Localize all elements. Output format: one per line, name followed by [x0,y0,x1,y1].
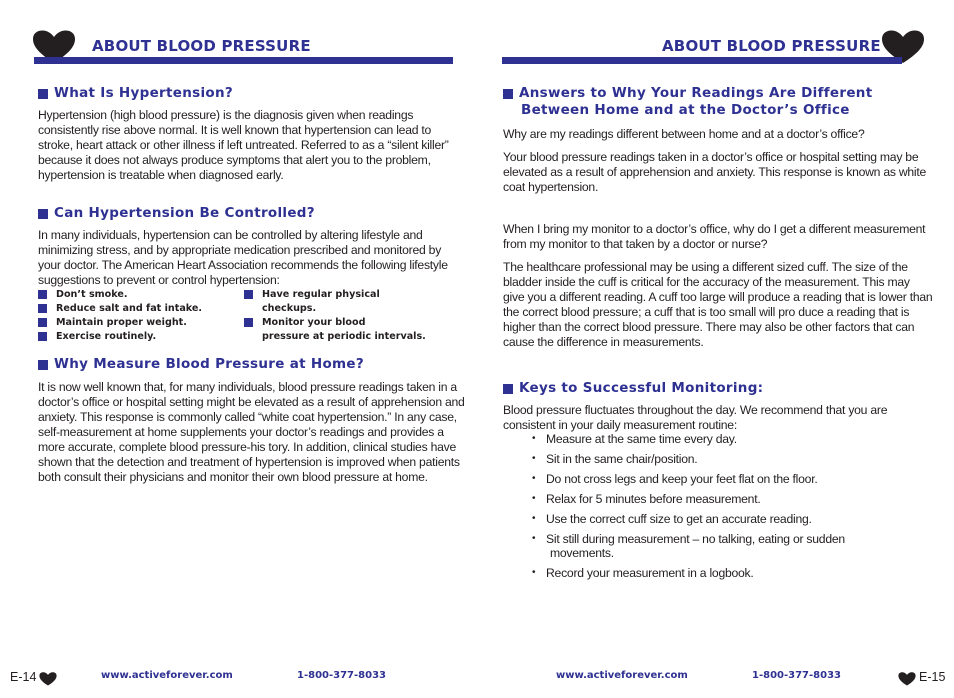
section-what-is-hypertension [38,85,466,183]
list-item: • Sit in the same chair/position. [532,452,698,466]
footer-phone: 1-800-377-8033 [752,670,841,681]
section-keys-to-monitoring [503,380,933,433]
footer-url: www.activeforever.com [101,670,233,681]
square-bullet-icon [503,89,513,99]
section-title: Answers to Why Your Readings Are Different [503,85,933,102]
section-body: In many individuals, hypertension can be controlled by altering lifestyle and minimizing stress, and by appropriate medication prescribed and monitored by your doctor. The American Heart Association recommends the following lifestyle suggestions to prevent or control hypertension: [38,228,448,287]
bullet-dot-icon: • [532,513,536,524]
square-bullet-icon [503,384,513,394]
section-title: Can Hypertension Be Controlled? [38,205,466,222]
section-can-hypertension-be-controlled [38,205,466,288]
section-title: Why Measure Blood Pressure at Home? [38,356,466,373]
page-number: E-15 [919,670,946,684]
section-title: Keys to Successful Monitoring: [503,380,933,397]
section-why-measure-at-home [38,356,466,485]
square-bullet-icon [244,318,253,327]
tip-item: Monitor your blood [244,316,365,330]
square-bullet-icon [244,290,253,299]
list-item: • Measure at the same time every day. [532,432,737,446]
header-title: ABOUT BLOOD PRESSURE [92,37,311,55]
list-item-continued: movements. [550,546,614,560]
bullet-dot-icon: • [532,453,536,464]
header-rule [34,57,453,64]
lifestyle-tips [38,288,466,344]
bullet-dot-icon: • [532,433,536,444]
square-bullet-icon [38,89,48,99]
tip-item: Maintain proper weight. [38,316,187,330]
bullet-dot-icon: • [532,533,536,544]
right-page [477,0,954,698]
section-body: Hypertension (high blood pressure) is the diagnosis given when readings consistently rise above normal. It is well known that hypertension can lead to stroke, heart attack or other illness if left untreated. Referred to as a “silent killer” because it does not always produce symptoms that alert you to the problem, hypertension is treatable when diagnosed early. [38,108,449,182]
square-bullet-icon [38,360,48,370]
header-rule [502,57,902,64]
section-title: What Is Hypertension? [38,85,466,102]
page-number: E-14 [10,670,37,684]
section-intro: Blood pressure fluctuates throughout the day. We recommend that you are consistent in your daily measurement routine: [503,403,888,432]
question-text: Why are my readings different between home and at a doctor’s office? [503,127,865,141]
answer-text: The healthcare professional may be using a different sized cuff. The size of the bladder inside the cuff is critical for the accuracy of the measurement. This may give you a different reading. A cuff too large will produce a reading that is lower than the correct blood pressure; a cuff that is too small will pro duce a reading that is higher than the correct blood pressure. There may also be other factors that can cause the difference in measurements. [503,260,933,349]
square-bullet-icon [38,209,48,219]
footer-phone: 1-800-377-8033 [297,670,386,681]
heart-icon [39,672,57,686]
bullet-dot-icon: • [532,493,536,504]
list-item: • Sit still during measurement – no talking, eating or sudden [532,532,845,546]
square-bullet-icon [38,332,47,341]
section-body: It is now well known that, for many individuals, blood pressure readings taken in a doctor’s office or hospital setting might be elevated as a result of apprehension and anxiety. This response is commonly called “white coat hypertension.” In any case, self-measurement at home supplements your doctor’s readings and provides a more accurate, complete blood pressure-his tory. In addition, clinical studies have shown that the detection and treatment of hypertension is improved when patients both consult their physicians and monitor their own blood pressure at home. [38,380,465,484]
square-bullet-icon [38,304,47,313]
list-item: • Relax for 5 minutes before measurement. [532,492,761,506]
bullet-dot-icon: • [532,473,536,484]
header-title: ABOUT BLOOD PRESSURE [662,37,881,55]
answer-text: Your blood pressure readings taken in a doctor’s office or hospital setting may be elevated as a result of apprehension and anxiety. This response is known as white coat hypertension. [503,150,927,194]
question-text: When I bring my monitor to a doctor’s office, why do I get a different measurement from my monitor to that taken by a doctor or nurse? [503,222,926,251]
section-title-line2: Between Home and at the Doctor’s Office [521,102,850,118]
list-item: • Use the correct cuff size to get an accurate reading. [532,512,812,526]
bullet-dot-icon: • [532,567,536,578]
heart-icon [898,672,916,686]
tip-item-continued: pressure at periodic intervals. [262,331,426,342]
tip-item-continued: checkups. [262,303,317,314]
square-bullet-icon [38,290,47,299]
square-bullet-icon [38,318,47,327]
tip-item: Don’t smoke. [38,288,128,302]
section-answers-why-readings-differ [503,85,933,350]
tip-item: Exercise routinely. [38,330,156,344]
tip-item: Have regular physical [244,288,380,302]
footer-url: www.activeforever.com [556,670,688,681]
monitoring-tips-list [532,432,932,582]
list-item: • Record your measurement in a logbook. [532,566,754,580]
tip-item: Reduce salt and fat intake. [38,302,202,316]
list-item: • Do not cross legs and keep your feet flat on the floor. [532,472,818,486]
